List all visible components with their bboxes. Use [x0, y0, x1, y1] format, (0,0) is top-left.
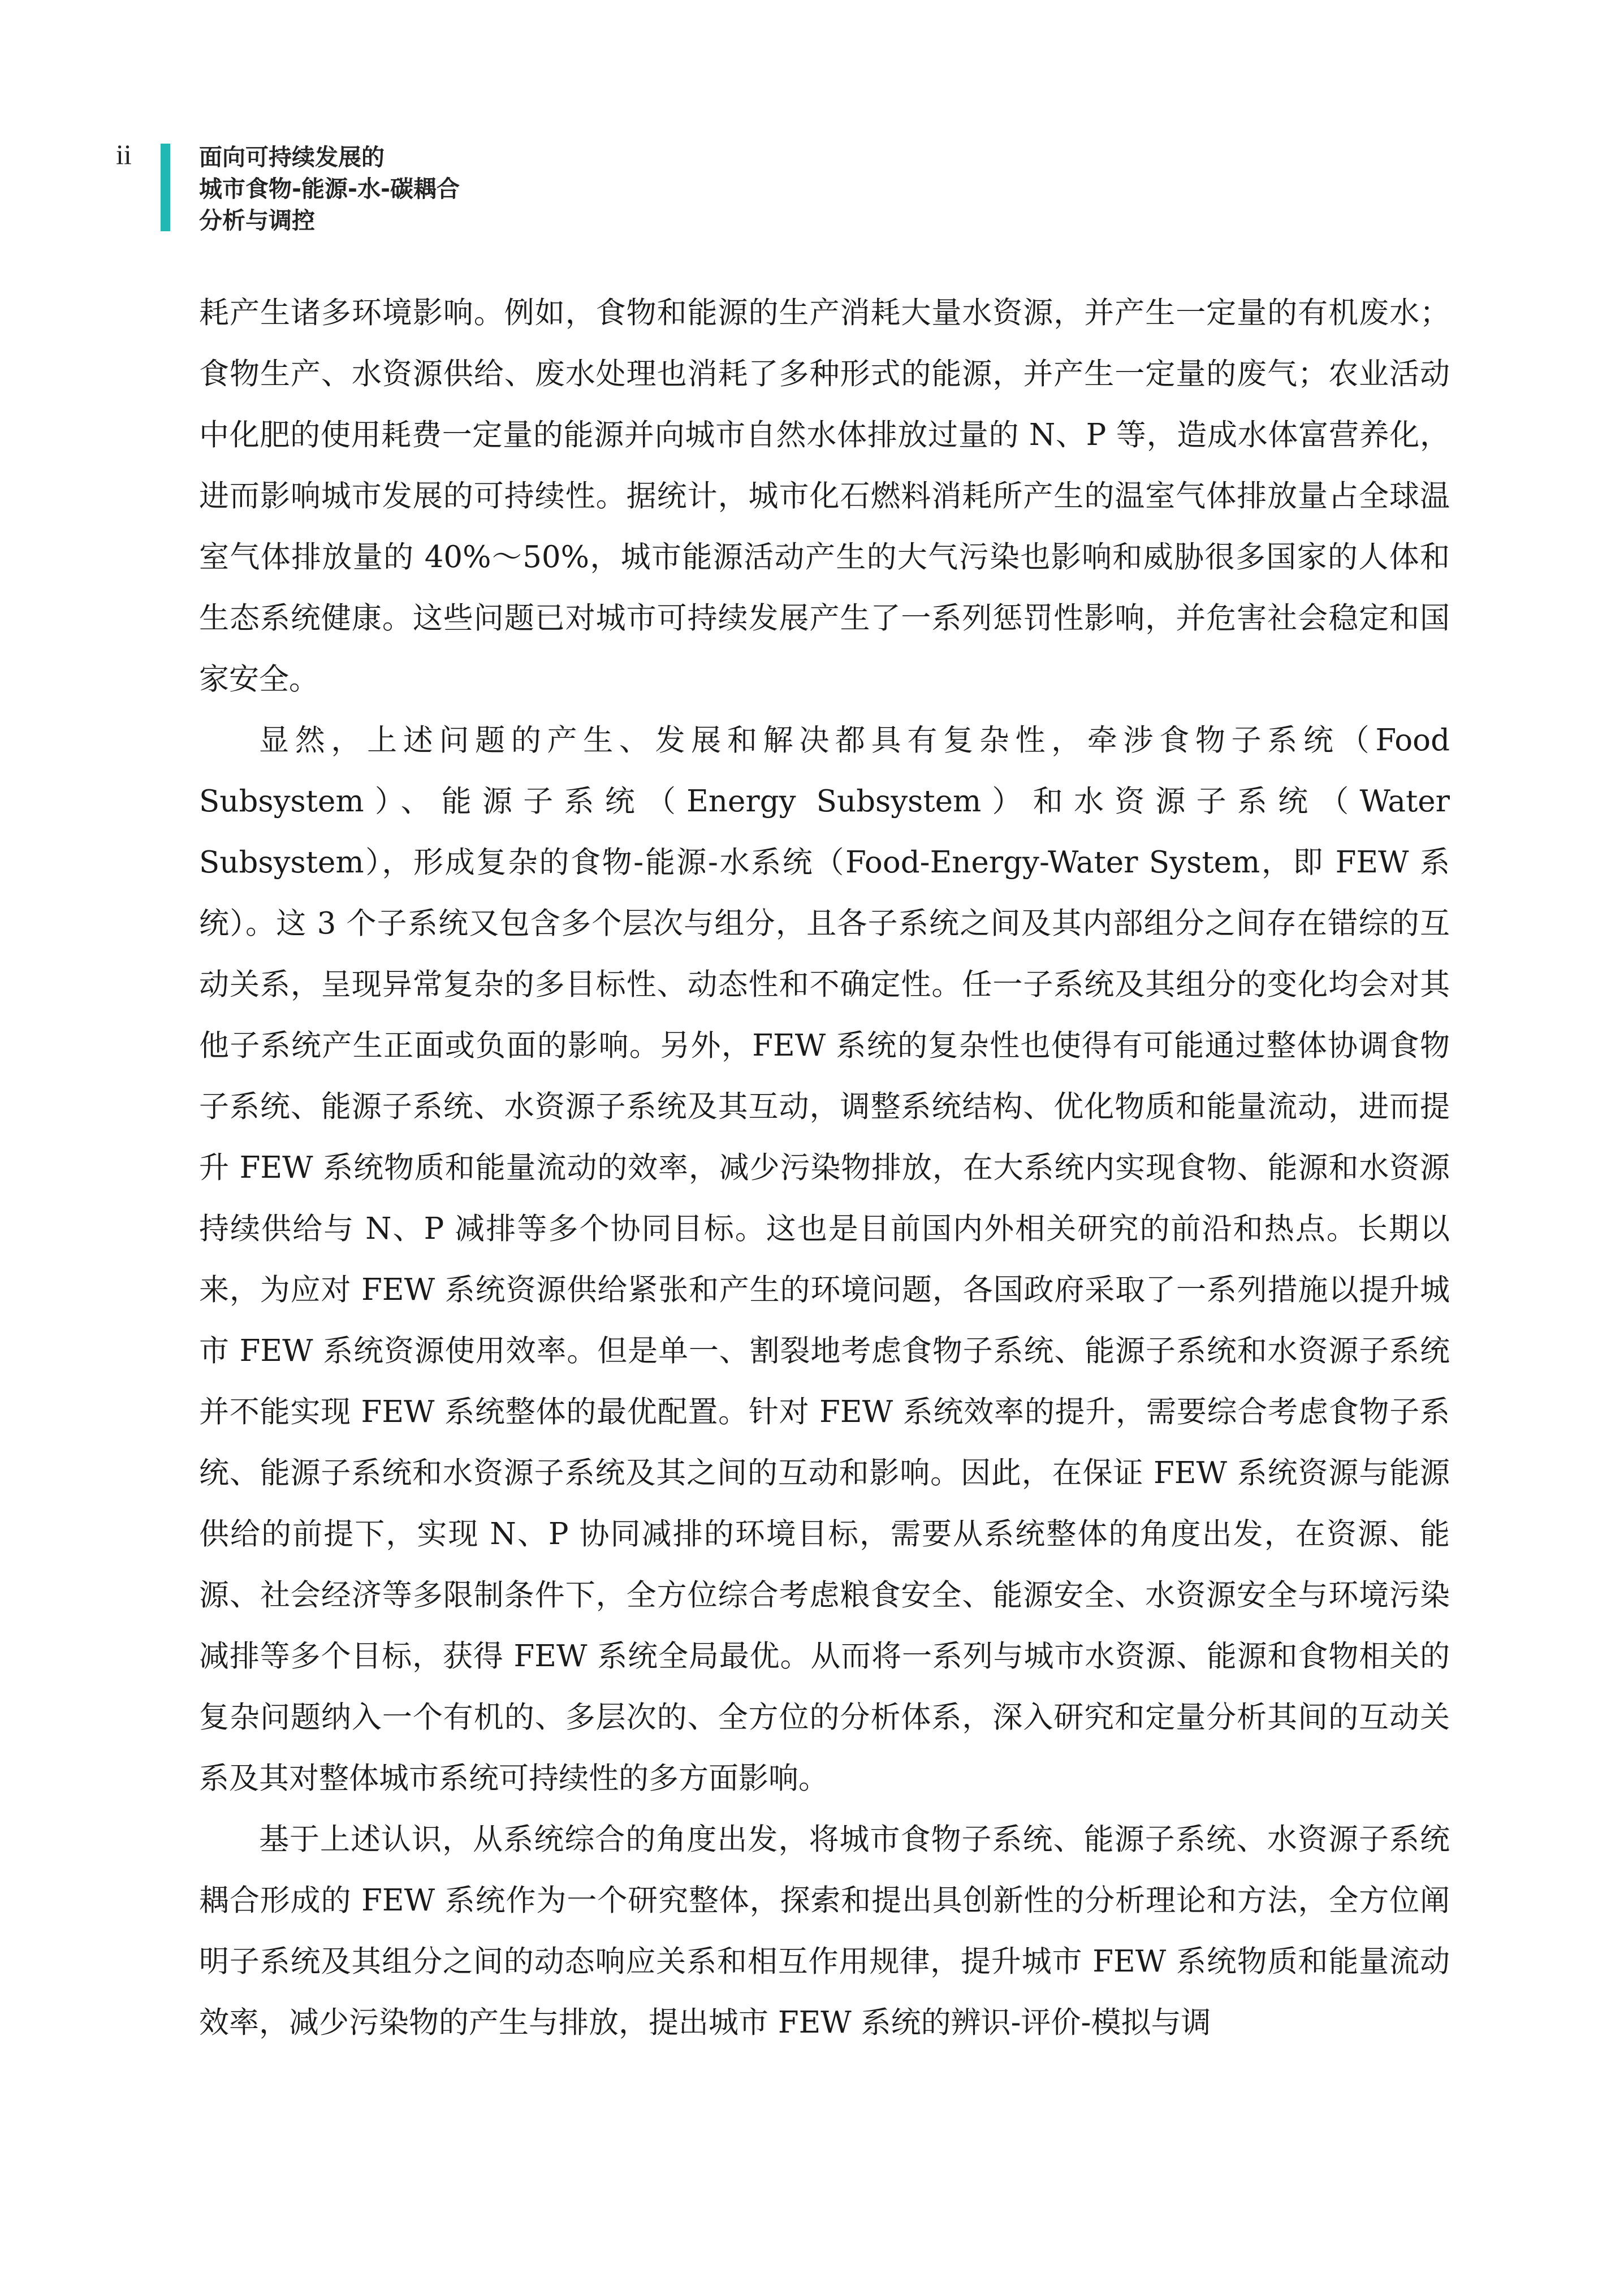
running-title-line: 分析与调控 — [199, 207, 315, 234]
paragraph: 显然，上述问题的产生、发展和解决都具有复杂性，牵涉食物子系统（Food Subsystem）、能源子系统（Energy Subsystem）和水资源子系统（Water Subsystem），形成复杂的食物-能源-水系统（Food-Energy-Water System，即 FEW 系统）。这 3 个子系统又包含多个层次与组分，且各子系统之间及其内部组分之间存在错综的互动关系，呈现异常复杂的多目标性、动态性和不确定性。任一子系统及其组分的变化均会对其他子系统产生正面或负面的影响。另外，FEW 系统的复杂性也使得有可能通过整体协调食物子系统、能源子系统、水资源子系统及其互动，调整系统结构、优化物质和能量流动，进而提升 FEW 系统物质和能量流动的效率，减少污染物排放，在大系统内实现食物、能源和水资源持续供给与 N、P 减排等多个协同目标。这也是目前国内外相关研究的前沿和热点。长期以来，为应对 FEW 系统资源供给紧张和产生的环境问题，各国政府采取了一系列措施以提升城市 FEW 系统资源使用效率。但是单一、割裂地考虑食物子系统、能源子系统和水资源子系统并不能实现 FEW 系统整体的最优配置。针对 FEW 系统效率的提升，需要综合考虑食物子系统、能源子系统和水资源子系统及其之间的互动和影响。因此，在保证 FEW 系统资源与能源供给的前提下，实现 N、P 协同减排的环境目标，需要从系统整体的角度出发，在资源、能源、社会经济等多限制条件下，全方位综合考虑粮食安全、能源安全、水资源安全与环境污染减排等多个目标，获得 FEW 系统全局最优。从而将一系列与城市水资源、能源和食物相关的复杂问题纳入一个有机的、多层次的、全方位的分析体系，深入研究和定量分析其间的互动关系及其对整体城市系统可持续性的多方面影响。 — [199, 723, 1450, 1796]
paragraph: 基于上述认识，从系统综合的角度出发，将城市食物子系统、能源子系统、水资源子系统耦合形成的 FEW 系统作为一个研究整体，探索和提出具创新性的分析理论和方法，全方位阐明子系统及其组分之间的动态响应关系和相互作用规律，提升城市 FEW 系统物质和能量流动效率，减少污染物的产生与排放，提出城市 FEW 系统的辨识-评价-模拟与调 — [199, 1822, 1450, 2040]
running-title — [199, 141, 460, 236]
body-text — [199, 283, 1450, 2053]
running-title-line: 城市食物-能源-水-碳耦合 — [199, 175, 460, 202]
running-title-line: 面向可持续发展的 — [199, 144, 385, 171]
header-accent-bar — [161, 144, 170, 231]
paragraph: 耗产生诸多环境影响。例如，食物和能源的生产消耗大量水资源，并产生一定量的有机废水；食物生产、水资源供给、废水处理也消耗了多种形式的能源，并产生一定量的废气；农业活动中化肥的使用耗费一定量的能源并向城市自然水体排放过量的 N、P 等，造成水体富营养化，进而影响城市发展的可持续性。据统计，城市化石燃料消耗所产生的温室气体排放量占全球温室气体排放量的 40%～50%，城市能源活动产生的大气污染也影响和威胁很多国家的人体和生态系统健康。这些问题已对城市可持续发展产生了一系列惩罚性影响，并危害社会稳定和国家安全。 — [199, 296, 1450, 697]
page-number: ii — [116, 139, 132, 170]
